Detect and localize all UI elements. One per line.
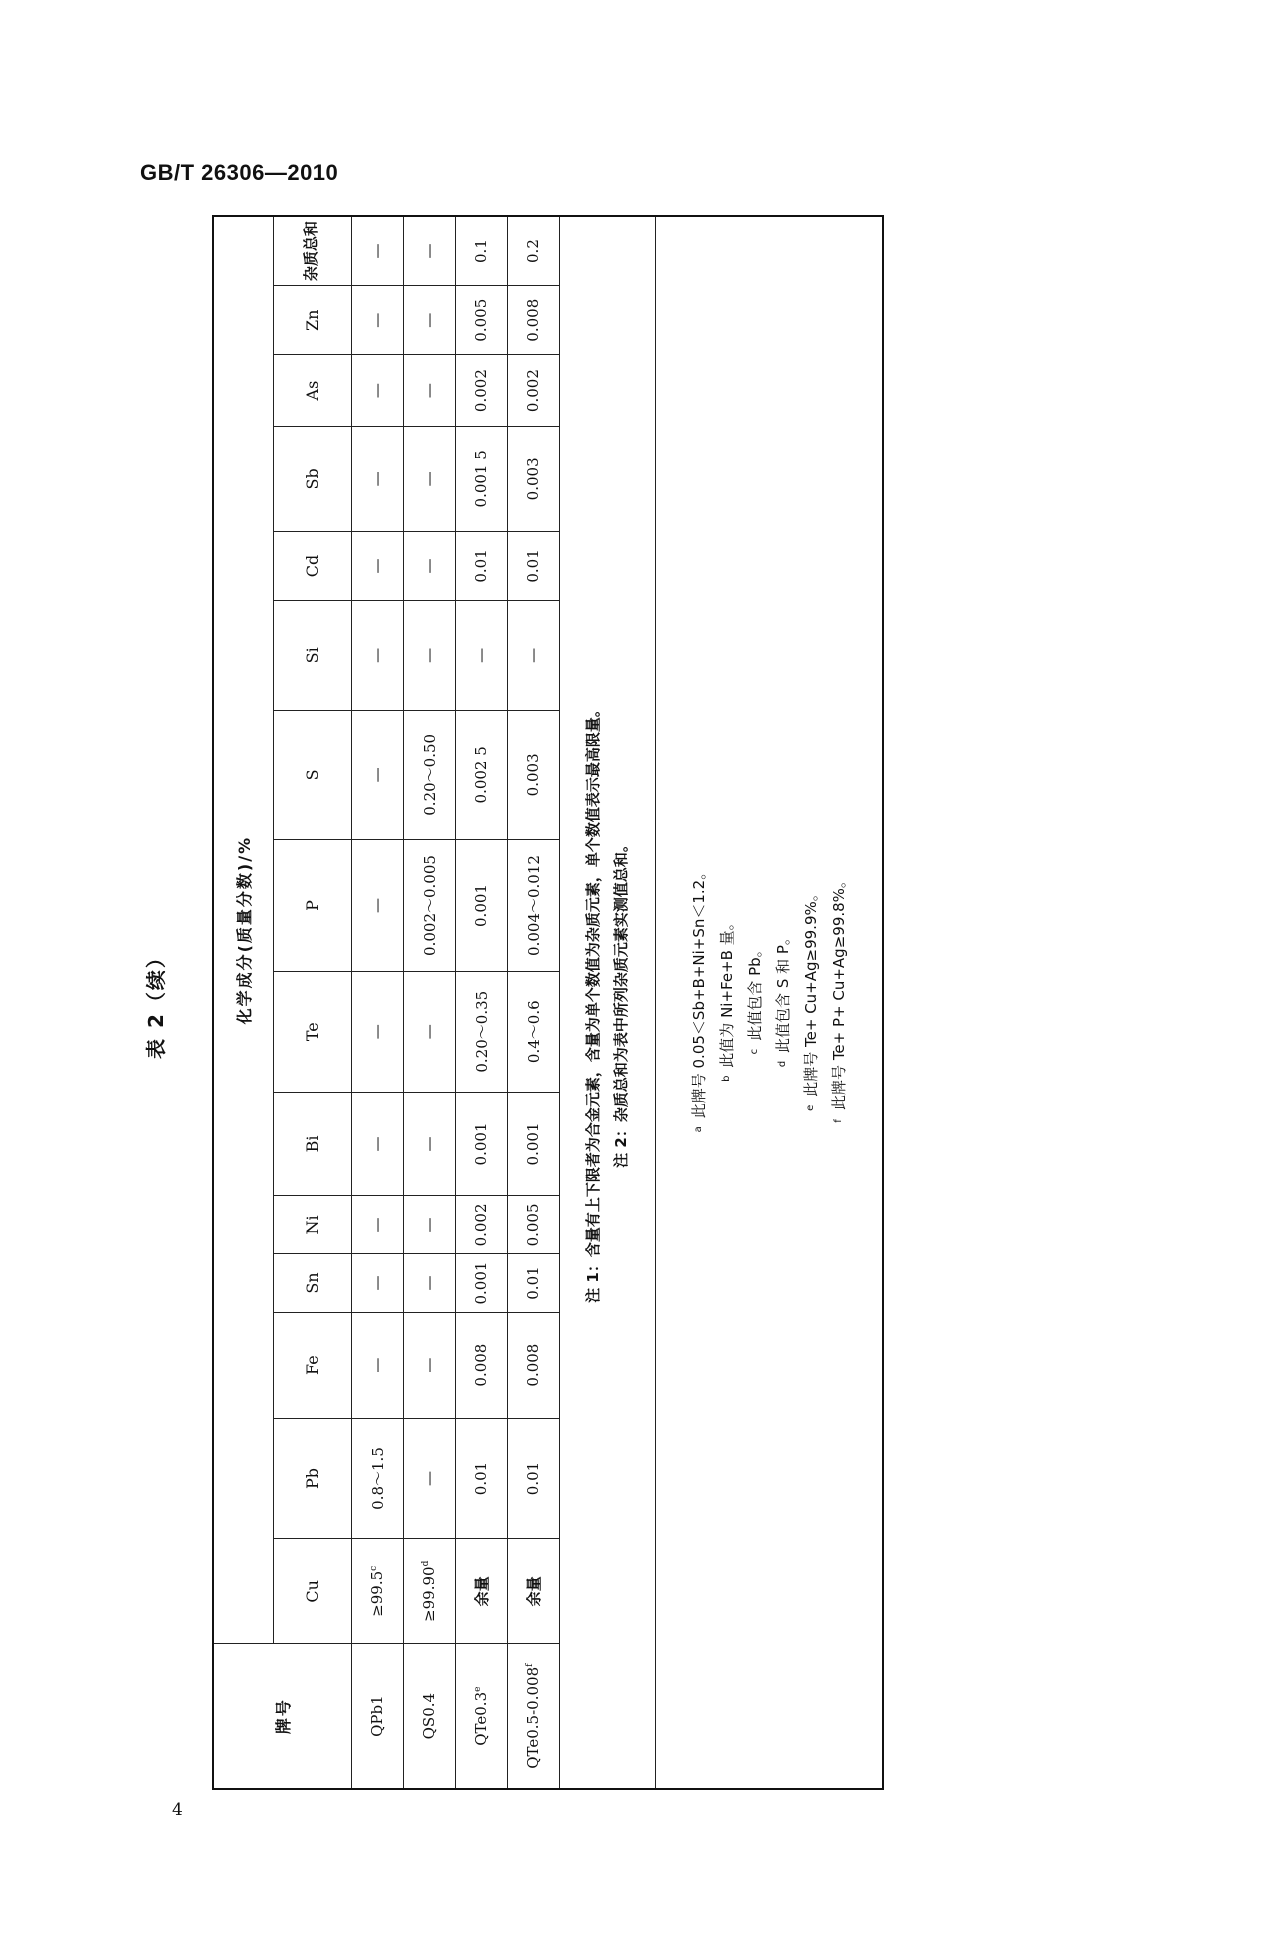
table-cell: 0.01 [455, 531, 507, 600]
table-cell: 0.004～0.012 [507, 840, 559, 972]
table-cell: — [455, 601, 507, 710]
brand-header: 牌号 [213, 1644, 351, 1789]
table-cell: — [403, 531, 455, 600]
column-header: Sn [273, 1254, 351, 1312]
cu-cell: 余量 [507, 1539, 559, 1644]
table-cell: — [351, 355, 403, 426]
column-header: Fe [273, 1312, 351, 1418]
document-code: GB/T 26306—2010 [140, 160, 339, 185]
table-cell: — [403, 1196, 455, 1254]
table-cell: 0.8～1.5 [351, 1418, 403, 1539]
table-cell: 0.01 [507, 531, 559, 600]
table-cell: 0.1 [455, 216, 507, 286]
table-cell: — [403, 1312, 455, 1418]
table-cell: 0.005 [507, 1196, 559, 1254]
table-cell: 0.001 [455, 1254, 507, 1312]
table-cell: — [351, 426, 403, 531]
table-cell: — [403, 286, 455, 355]
table-cell: — [403, 426, 455, 531]
table-cell: 0.008 [507, 1312, 559, 1418]
column-header: Pb [273, 1418, 351, 1539]
footnote: f此牌号 Te+ P+ Cu+Ag≥99.8%。 [829, 873, 848, 1123]
table-row [507, 216, 559, 1789]
table-cell: — [351, 1092, 403, 1196]
composition-group-header: 化学成分(质量分数)/% [213, 216, 273, 1644]
column-header: Zn [273, 286, 351, 355]
table-cell: — [351, 216, 403, 286]
footnote: e此牌号 Te+ Cu+Ag≥99.9%。 [801, 886, 820, 1111]
table-cell: — [403, 355, 455, 426]
table-cell: 0.001 [455, 840, 507, 972]
column-header: P [273, 840, 351, 972]
brand-cell: QS0.4 [403, 1644, 455, 1789]
table-cell: — [351, 840, 403, 972]
table-cell: 0.4～0.6 [507, 971, 559, 1092]
table-row [403, 216, 455, 1789]
table-cell: — [403, 216, 455, 286]
table-cell: 0.001 5 [455, 426, 507, 531]
column-header: Bi [273, 1092, 351, 1196]
table-notes [559, 216, 655, 1789]
table-cell: — [351, 971, 403, 1092]
note-2: 注 2：杂质总和为表中所列杂质元素实测值总和。 [612, 837, 630, 1168]
note-1: 注 1：含量有上下限者为合金元素，含量为单个数值为杂质元素，单个数值表示最高限量。 [584, 702, 602, 1303]
table-cell: — [351, 710, 403, 840]
table-cell: 0.002～0.005 [403, 840, 455, 972]
footnote: d此值包含 S 和 P。 [773, 930, 792, 1068]
table-cell: — [351, 531, 403, 600]
table-caption: 表 2（续） [144, 946, 168, 1059]
cu-cell: ≥99.90$^d$ [403, 1539, 455, 1644]
table-cell: — [403, 1418, 455, 1539]
table-cell: 0.002 [455, 1196, 507, 1254]
table-cell: — [403, 1092, 455, 1196]
rotated-table-block [140, 215, 885, 1790]
cu-cell: 余量 [455, 1539, 507, 1644]
column-header: S [273, 710, 351, 840]
table-cell: — [507, 601, 559, 710]
cu-cell: ≥99.5$^c$ [351, 1539, 403, 1644]
brand-cell: QTe0.3e [455, 1644, 507, 1789]
table-cell: 0.2 [507, 216, 559, 286]
table-cell: 0.003 [507, 710, 559, 840]
column-header: Cu [273, 1539, 351, 1644]
footnotes-row [655, 216, 883, 1789]
table-cell: 0.002 5 [455, 710, 507, 840]
table-cell: 0.001 [507, 1092, 559, 1196]
column-header: Cd [273, 531, 351, 600]
table-cell: 0.008 [507, 286, 559, 355]
table-row [455, 216, 507, 1789]
notes-row [559, 216, 655, 1789]
impurity-total-header: 杂质总和 [273, 216, 351, 286]
table-cell: 0.005 [455, 286, 507, 355]
footnote: a此牌号 0.05＜Sb+B+Ni+Sn＜1.2。 [689, 864, 708, 1133]
table-cell: 0.20～0.50 [403, 710, 455, 840]
table-cell: — [351, 1312, 403, 1418]
column-header: Sb [273, 426, 351, 531]
table-cell: 0.002 [455, 355, 507, 426]
table-cell: — [351, 601, 403, 710]
table-cell: — [351, 286, 403, 355]
brand-cell: QPb1 [351, 1644, 403, 1789]
table-cell: — [351, 1196, 403, 1254]
table-cell: 0.20～0.35 [455, 971, 507, 1092]
table-cell: — [351, 1254, 403, 1312]
brand-cell: QTe0.5-0.008$^f$ [507, 1644, 559, 1789]
table-footnotes [655, 216, 883, 1789]
footnote: b此值为 Ni+Fe+B 量。 [717, 915, 736, 1082]
column-header: As [273, 355, 351, 426]
table-cell: — [403, 1254, 455, 1312]
table-cell: 0.003 [507, 426, 559, 531]
table-cell: — [403, 601, 455, 710]
table-row [351, 216, 403, 1789]
table-cell: — [403, 971, 455, 1092]
column-header: Te [273, 971, 351, 1092]
table-cell: 0.002 [507, 355, 559, 426]
table-cell: 0.008 [455, 1312, 507, 1418]
composition-table [212, 215, 884, 1790]
page-number: 4 [172, 1800, 183, 1820]
table-cell: 0.01 [507, 1418, 559, 1539]
table-cell: 0.01 [507, 1254, 559, 1312]
table-cell: 0.001 [455, 1092, 507, 1196]
footnote: c此值包含 Pb。 [745, 942, 764, 1055]
column-header: Ni [273, 1196, 351, 1254]
column-header: Si [273, 601, 351, 710]
table-cell: 0.01 [455, 1418, 507, 1539]
